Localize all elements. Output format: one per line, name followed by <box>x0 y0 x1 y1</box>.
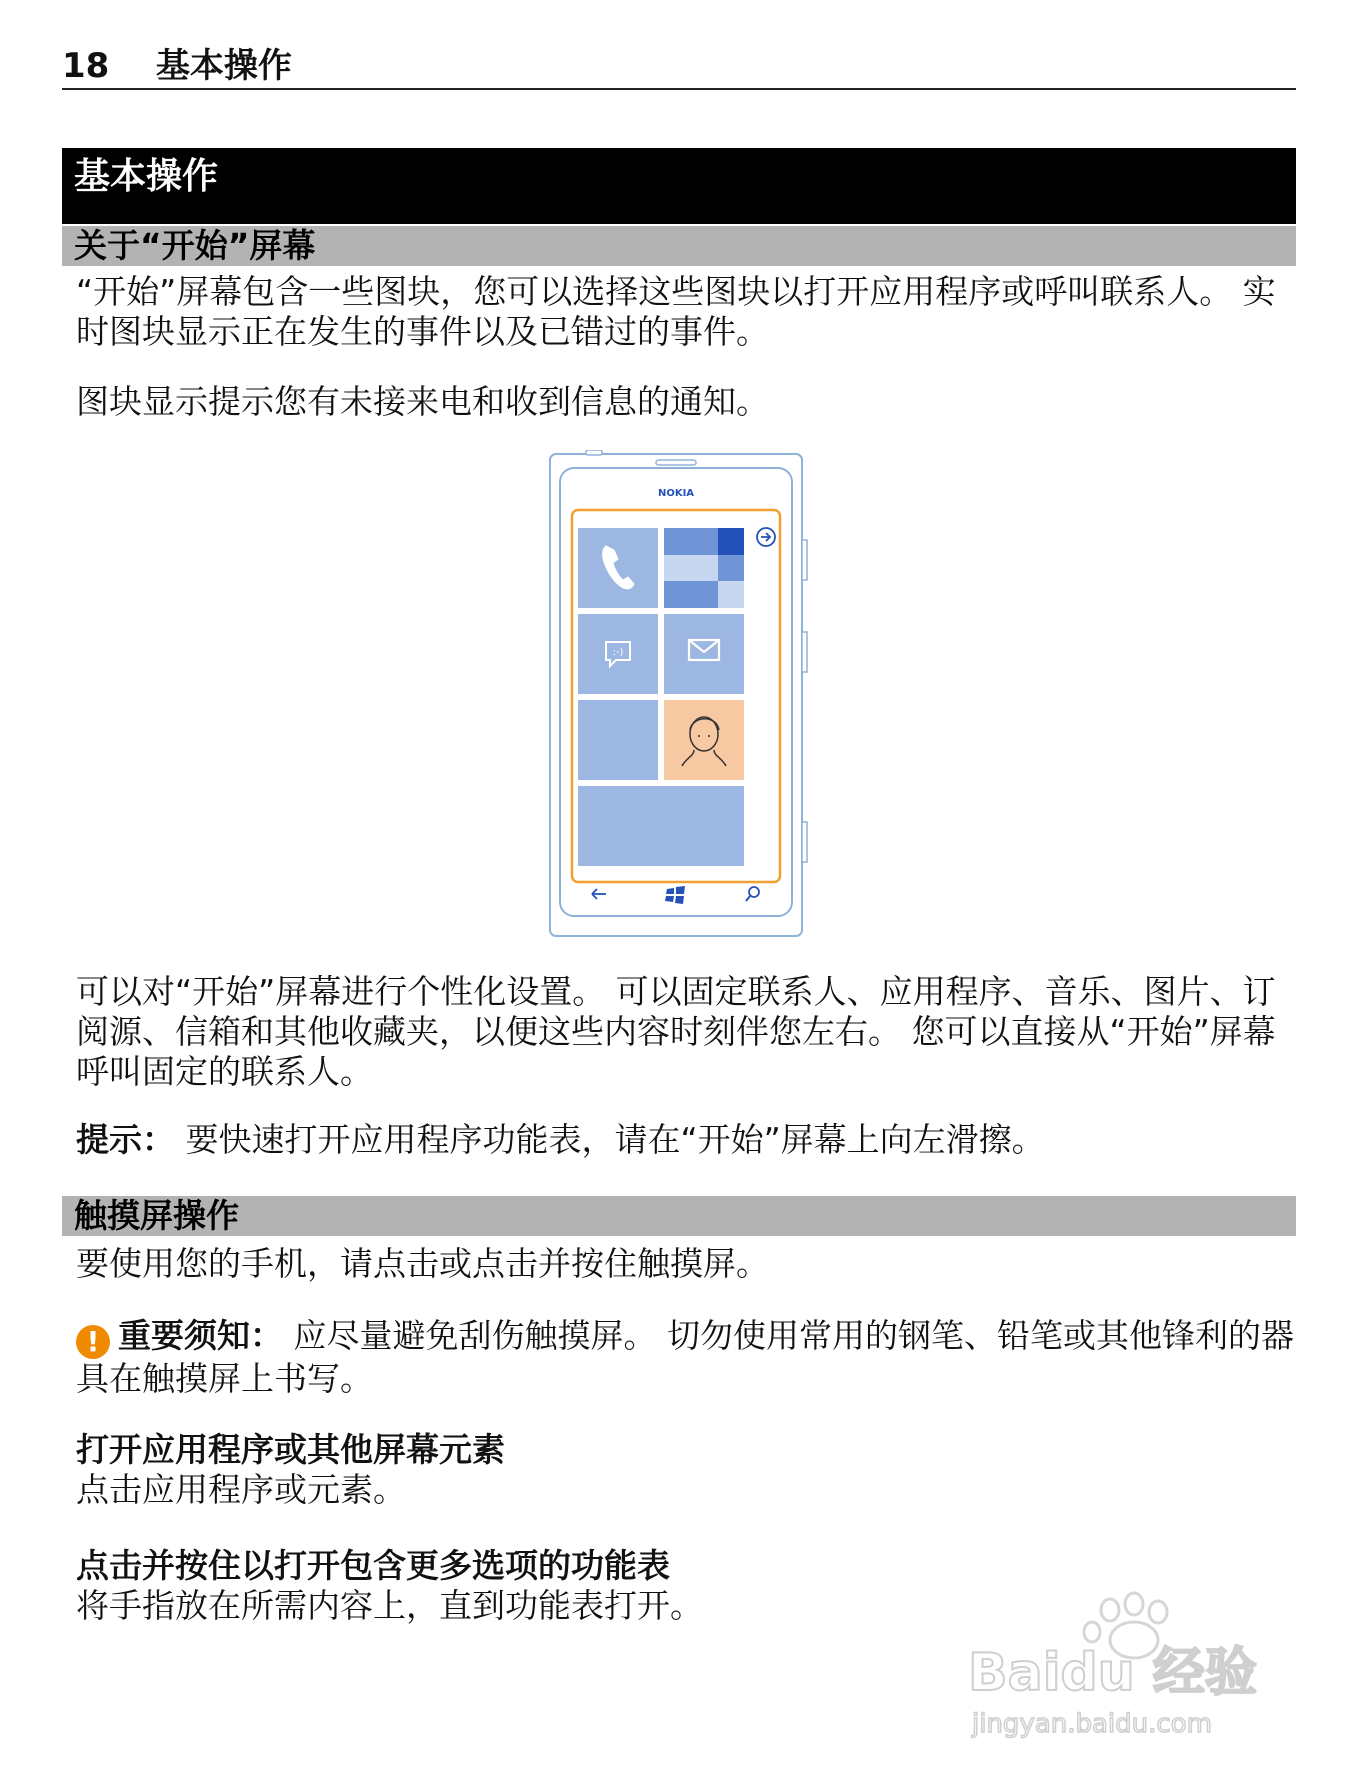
arrow-right-circle-icon <box>757 528 775 546</box>
warning-icon: ! <box>76 1325 110 1359</box>
tap-hold-text: 将手指放在所需内容上，直到功能表打开。 <box>76 1586 703 1625</box>
tile-wide <box>578 786 744 866</box>
running-header-title: 基本操作 <box>155 46 292 86</box>
start-screen-intro: “开始”屏幕包含一些图块，您可以选择这些图块以打开应用程序或呼叫联系人。 实时图块显示正在发生的事件以及已错过的事件。 <box>76 272 1276 351</box>
open-app-heading: 打开应用程序或其他屏幕元素 <box>76 1430 505 1469</box>
section-heading-start-screen: 关于“开始”屏幕 <box>62 226 1296 266</box>
personalize-start-screen: 可以对“开始”屏幕进行个性化设置。 可以固定联系人、应用程序、音乐、图片、订阅源、信箱和其他收藏夹，以便这些内容时刻伴您左右。 您可以直接从“开始”屏幕呼叫固定的联系人。 <box>76 972 1276 1091</box>
tip-label: 提示： <box>76 1120 175 1159</box>
chapter-title: 基本操作 <box>62 148 1296 224</box>
baidu-watermark <box>960 1590 1290 1750</box>
warning-text: 应尽量避免刮伤触摸屏。 切勿使用常用的钢笔、铅笔或其他锋利的器具在触摸屏上书写。 <box>76 1316 1294 1398</box>
page-number: 18 <box>62 46 110 86</box>
warning-label: 重要须知： <box>118 1316 283 1355</box>
tile-people <box>664 700 744 780</box>
tile-phone <box>578 528 658 608</box>
section-heading-touchscreen: 触摸屏操作 <box>62 1196 1296 1236</box>
watermark-brand: Baidu 经验 <box>968 1643 1257 1703</box>
warning-paragraph <box>76 1316 1296 1399</box>
touchscreen-intro: 要使用您的手机，请点击或点击并按住触摸屏。 <box>76 1244 769 1283</box>
watermark-url: jingyan.baidu.com <box>972 1709 1212 1739</box>
live-tiles-note: 图块显示提示您有未接来电和收到信息的通知。 <box>76 382 769 421</box>
messaging-glyph: :-) <box>612 647 624 658</box>
tip-text: 要快速打开应用程序功能表，请在“开始”屏幕上向左滑擦。 <box>175 1120 1045 1159</box>
phone-side-button-1 <box>802 540 807 580</box>
tap-hold-heading: 点击并按住以打开包含更多选项的功能表 <box>76 1546 670 1585</box>
phone-speaker <box>656 460 696 465</box>
tile-blank <box>578 700 658 780</box>
phone-brand: NOKIA <box>657 488 695 499</box>
tile-mail <box>664 614 744 694</box>
tip-paragraph <box>76 1120 1296 1160</box>
phone-side-button-3 <box>802 822 807 862</box>
running-header <box>62 44 1296 90</box>
phone-illustration <box>548 450 808 940</box>
phone-side-button-2 <box>802 632 807 672</box>
phone-top-button <box>586 450 602 455</box>
open-app-text: 点击应用程序或元素。 <box>76 1470 406 1509</box>
